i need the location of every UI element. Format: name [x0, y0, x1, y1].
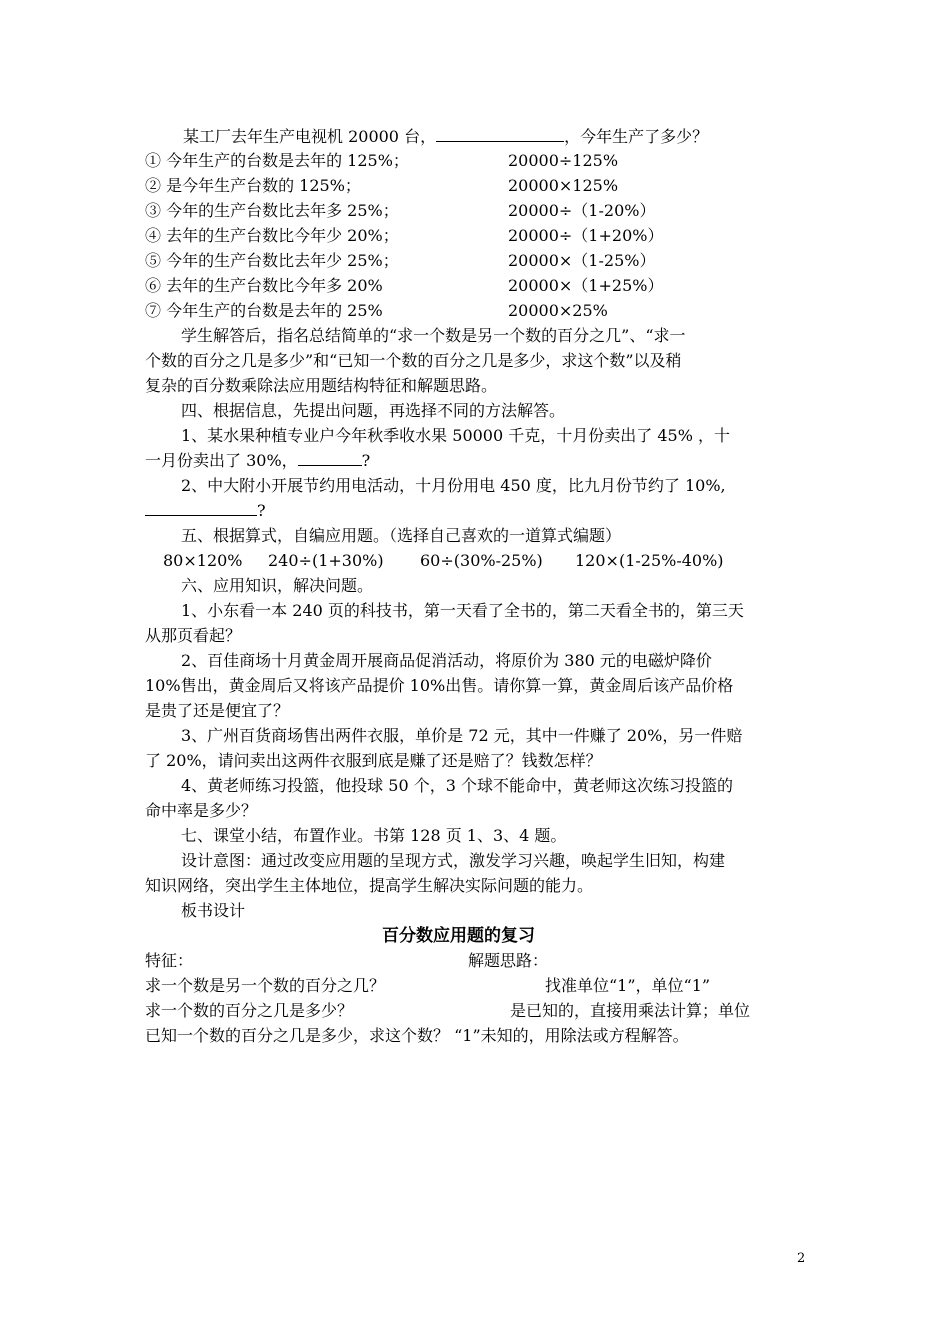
- section6-line-9: 命中率是多少？: [145, 801, 258, 820]
- section4-heading: 四、根据信息，先提出问题，再选择不同的方法解答。: [181, 401, 566, 420]
- q1-option-4: ④ 去年的生产台数比今年少 20%；: [145, 226, 399, 245]
- summary-line-3: 复杂的百分数乘除法应用题结构特征和解题思路。: [145, 376, 498, 395]
- board-feature-2: 求一个数的百分之几是多少？: [145, 1001, 354, 1020]
- section5-formula-4: 120×(1-25%-40%): [575, 551, 724, 570]
- section5-heading: 五、根据算式，自编应用题。（选择自己喜欢的一道算式编题）: [181, 526, 622, 545]
- q1-intro-question: ，今年生产了多少？: [564, 127, 709, 146]
- q1-option-1: ① 今年生产的台数是去年的 125%；: [145, 151, 409, 170]
- board-feature-3: 已知一个数的百分之几是多少，求这个数？ “1”未知的，用除法或方程解答。: [145, 1026, 689, 1045]
- section4-problem1-line2: [145, 449, 370, 473]
- board-approach-1: 找准单位“1”，单位“1”: [545, 976, 711, 995]
- section4-problem1-qmark: ?: [361, 451, 371, 470]
- q1-intro-text: 某工厂去年生产电视机 20000 台，: [183, 127, 437, 146]
- q1-expr-1: 20000÷125%: [508, 151, 619, 170]
- summary-line-2: 个数的百分之几是多少”和“已知一个数的百分之几是多少，求这个数”以及稍: [145, 351, 682, 370]
- board-approach-heading: 解题思路：: [468, 951, 549, 970]
- q1-expr-5: 20000×（1-25%）: [508, 251, 656, 270]
- section6-line-4: 10%售出，黄金周后又将该产品提价 10%出售。请你算一算，黄金周后该产品价格: [145, 676, 734, 695]
- board-feature-1: 求一个数是另一个数的百分之几？: [145, 976, 386, 995]
- page-number: 2: [797, 1251, 806, 1266]
- design-intent-line-2: 知识网络，突出学生主体地位，提高学生解决实际问题的能力。: [145, 876, 594, 895]
- q1-option-3: ③ 今年的生产台数比去年多 25%；: [145, 201, 399, 220]
- q1-expr-6: 20000×（1+25%）: [508, 276, 664, 295]
- section6-line-2: 从那页看起？: [145, 626, 242, 645]
- section4-problem2-line1: 2、中大附小开展节约用电活动，十月份用电 450 度，比九月份节约了 10%,: [181, 476, 726, 495]
- section4-problem2-line2: [145, 499, 266, 523]
- section5-formula-3: 60÷(30%-25%): [420, 551, 543, 570]
- section6-heading: 六、应用知识，解决问题。: [181, 576, 374, 595]
- section6-line-3: 2、百佳商场十月黄金周开展商品促消活动，将原价为 380 元的电磁炉降价: [181, 651, 712, 670]
- summary-line-1: 学生解答后，指名总结简单的“求一个数是另一个数的百分之几”、“求一: [181, 326, 686, 345]
- section4-problem1-text: 一月份卖出了 30%，: [145, 451, 298, 470]
- board-title: 百分数应用题的复习: [382, 926, 535, 946]
- q1-expr-2: 20000×125%: [508, 176, 619, 195]
- section6-line-7: 了 20%，请问卖出这两件衣服到底是赚了还是赔了？钱数怎样？: [145, 751, 602, 770]
- section4-problem2-qmark: ?: [257, 501, 266, 520]
- section4-problem1-blank: [298, 450, 362, 466]
- q1-intro: [183, 125, 708, 149]
- q1-expr-3: 20000÷（1-20%）: [508, 201, 656, 220]
- section5-formula-1: 80×120%: [163, 551, 243, 570]
- section4-problem1-line1: 1、某水果种植专业户今年秋季收水果 50000 千克，十月份卖出了 45% ，十: [181, 426, 730, 445]
- section5-formula-2: 240÷(1+30%): [268, 551, 384, 570]
- q1-option-6: ⑥ 去年的生产台数比今年多 20%: [145, 276, 383, 295]
- section6-line-6: 3、广州百货商场售出两件衣服，单价是 72 元，其中一件赚了 20%，另一件赔: [181, 726, 743, 745]
- section7-heading: 七、课堂小结，布置作业。书第 128 页 1、3、4 题。: [181, 826, 567, 845]
- q1-expr-4: 20000÷（1+20%）: [508, 226, 664, 245]
- section6-line-5: 是贵了还是便宜了？: [145, 701, 290, 720]
- q1-option-7: ⑦ 今年生产的台数是去年的 25%: [145, 301, 383, 320]
- board-approach-2: 是已知的，直接用乘法计算；单位: [510, 1001, 751, 1020]
- board-design-label: 板书设计: [181, 901, 246, 920]
- section4-problem2-blank: [145, 500, 257, 516]
- q1-answer-blank: [436, 126, 564, 142]
- q1-expr-7: 20000×25%: [508, 301, 608, 320]
- design-intent-line-1: 设计意图：通过改变应用题的呈现方式，激发学习兴趣，唤起学生旧知，构建: [181, 851, 726, 870]
- section6-line-8: 4、黄老师练习投篮，他投球 50 个，3 个球不能命中，黄老师这次练习投篮的: [181, 776, 733, 795]
- q1-option-2: ② 是今年生产台数的 125%；: [145, 176, 361, 195]
- section6-line-1: 1、小东看一本 240 页的科技书，第一天看了全书的，第二天看全书的，第三天: [181, 601, 744, 620]
- q1-option-5: ⑤ 今年的生产台数比去年少 25%；: [145, 251, 399, 270]
- board-features-heading: 特征：: [145, 951, 194, 970]
